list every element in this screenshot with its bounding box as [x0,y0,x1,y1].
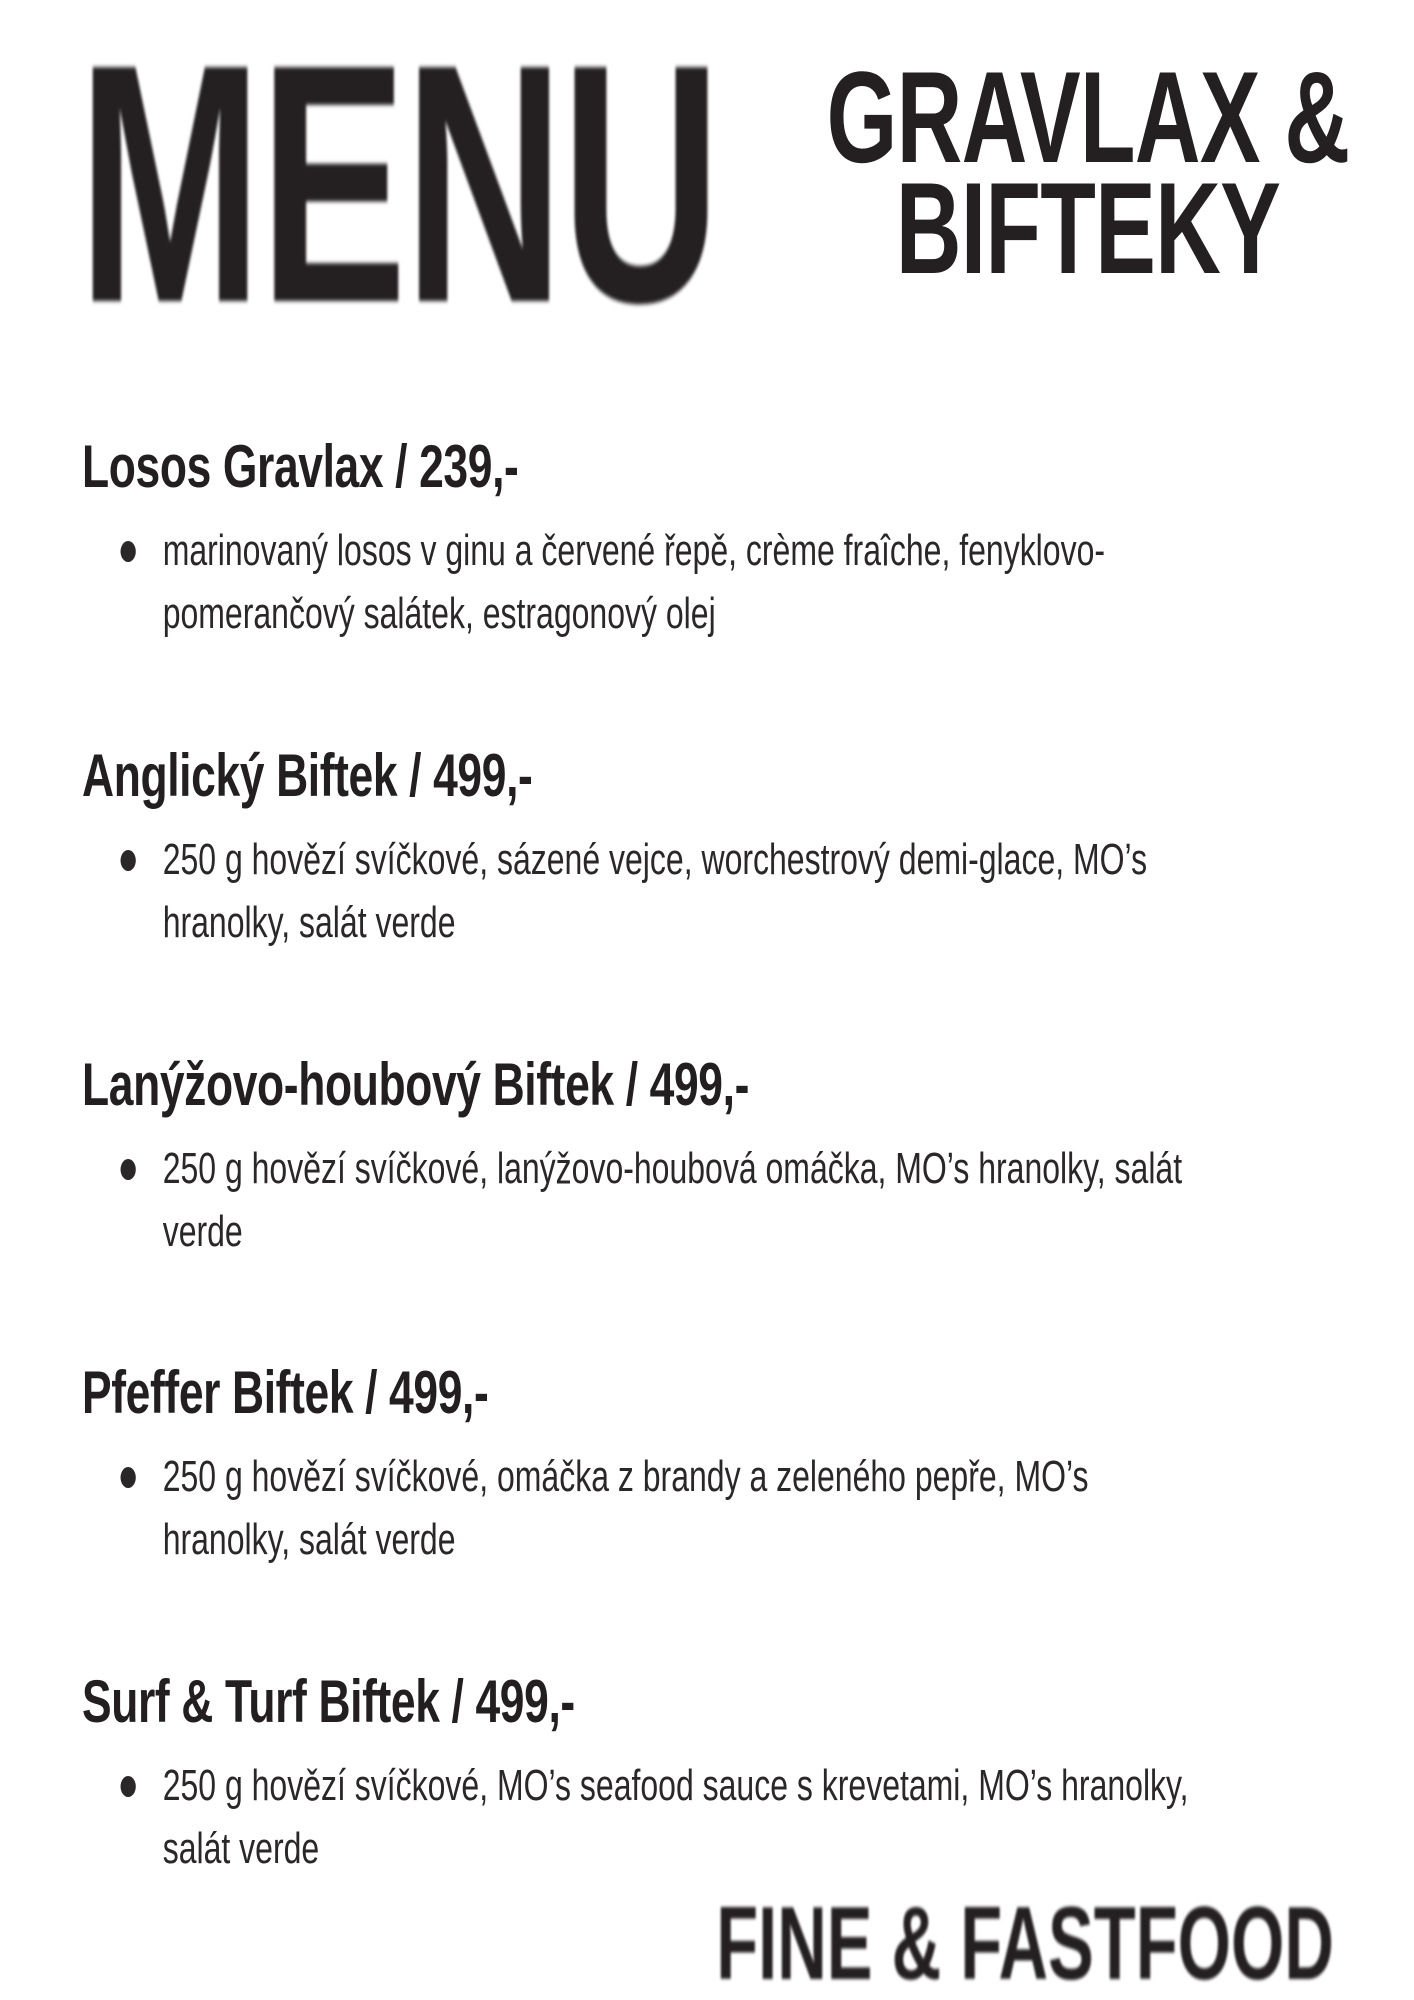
item-description-text: 250 g hovězí svíčkové, omáčka z brandy a zeleného pepře, MO’s hranolky, salát verde [162,1452,1089,1565]
menu-section-losos-gravlax [0,434,1414,646]
item-name: Surf & Turf Biftek [82,1668,440,1736]
bullet-icon [121,1467,136,1488]
item-price: 499,- [475,1668,575,1736]
menu-section-lanyzovo-houbovy-biftek [0,1052,1414,1264]
bullet-icon [121,541,136,562]
item-price: 239,- [419,433,519,500]
item-name: Anglický Biftek [82,741,398,809]
item-description-list [90,1138,1224,1264]
bullet-icon [121,850,136,871]
item-name: Lanýžovo-houbový Biftek [82,1050,614,1118]
item-description [90,520,1224,646]
item-description-list [90,829,1224,955]
item-heading [82,1360,1414,1426]
menu-sections [0,434,1414,1881]
item-description-list [90,520,1224,646]
item-description-text: 250 g hovězí svíčkové, sázené vejce, worchestrový demi-glace, MO’s hranolky, salát verde [162,834,1148,947]
price-separator: / [613,1050,650,1118]
item-description [90,1755,1224,1881]
price-separator: / [353,1359,390,1427]
item-heading [82,1669,1414,1735]
bullet-icon [121,1776,136,1797]
item-price: 499,- [389,1359,489,1427]
item-heading [82,434,1414,500]
item-description [90,829,1224,955]
item-description-text: marinovaný losos v ginu a červené řepě, crème fraîche, fenyklovo-pomerančový salátek, estragonový olej [162,526,1106,638]
item-heading [82,743,1414,809]
item-price: 499,- [433,741,533,809]
item-description-list [90,1755,1224,1881]
item-name: Pfeffer Biftek [82,1359,354,1427]
price-separator: / [439,1668,476,1736]
page-header [0,0,1414,374]
item-description-text: 250 g hovězí svíčkové, lanýžovo-houbová omáčka, MO’s hranolky, salát verde [162,1143,1183,1256]
item-description-list [90,1446,1224,1572]
page-title-line-1: GRAVLAX & [826,44,1350,190]
price-separator: / [383,433,420,500]
item-description [90,1446,1224,1572]
brand-logo: FINE & FASTFOOD [716,1886,1334,2000]
menu-section-surf-turf-biftek [0,1669,1414,1881]
item-price: 499,- [649,1050,749,1118]
item-heading [82,1052,1414,1118]
page-title [795,44,1380,301]
price-separator: / [397,741,434,809]
item-description [90,1138,1224,1264]
item-description-text: 250 g hovězí svíčkové, MO’s seafood sauce s krevetami, MO’s hranolky, salát verde [162,1761,1189,1874]
bullet-icon [121,1159,136,1180]
menu-logo: MENU [78,0,719,374]
menu-section-pfeffer-biftek [0,1360,1414,1572]
item-name: Losos Gravlax [82,433,384,500]
page-title-line-2: BIFTEKY [895,154,1281,301]
menu-section-anglicky-biftek [0,743,1414,955]
